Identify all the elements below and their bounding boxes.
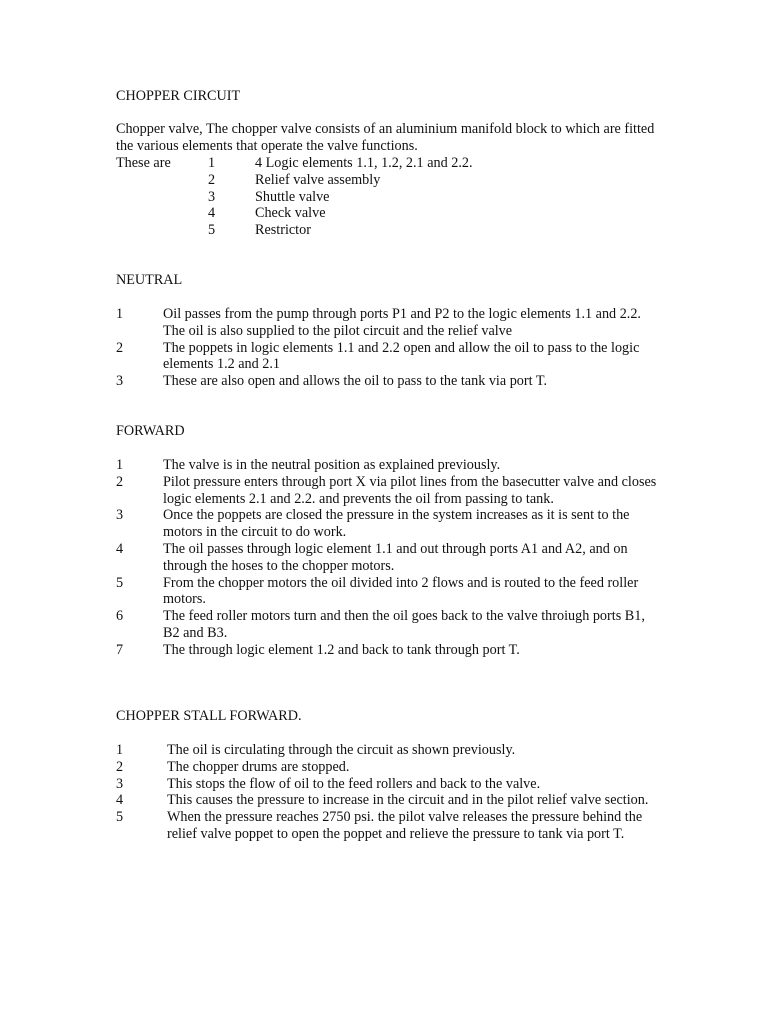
neutral-list bbox=[116, 306, 661, 390]
section-heading-neutral: NEUTRAL bbox=[116, 272, 183, 288]
intro-list-item bbox=[116, 222, 656, 239]
item-number: 2 bbox=[208, 171, 216, 188]
list-item bbox=[116, 742, 661, 759]
item-number: 2 bbox=[116, 339, 124, 356]
list-item bbox=[116, 759, 661, 776]
item-text: From the chopper motors the oil divided into 2 flows and is routed to the feed roller motors. bbox=[163, 574, 639, 608]
item-number: 1 bbox=[116, 306, 124, 322]
item-text: When the pressure reaches 2750 psi. the pilot valve releases the pressure behind the relief valve poppet to open the poppet and relieve the pressure to tank via port T. bbox=[167, 809, 643, 842]
item-text: Restrictor bbox=[255, 222, 311, 239]
item-number: 2 bbox=[116, 758, 124, 775]
intro-list bbox=[116, 155, 656, 239]
item-number: 3 bbox=[208, 188, 216, 205]
item-number: 1 bbox=[116, 742, 124, 758]
section-heading-chopper-stall-forward: CHOPPER STALL FORWARD. bbox=[116, 708, 302, 724]
item-text: The through logic element 1.2 and back to tank through port T. bbox=[163, 641, 520, 658]
item-number: 4 bbox=[208, 205, 216, 222]
item-text: Oil passes from the pump through ports P1 and P2 to the logic elements 1.1 and 2.2. The oil is also supplied to the pilot circuit and the relief valve bbox=[163, 306, 641, 339]
item-text: Relief valve assembly bbox=[255, 171, 381, 188]
item-text: This stops the flow of oil to the feed rollers and back to the valve. bbox=[167, 775, 541, 792]
item-number: 4 bbox=[116, 540, 124, 557]
item-text: Shuttle valve bbox=[255, 188, 330, 205]
item-number: 5 bbox=[116, 809, 124, 826]
chopper-stall-list bbox=[116, 742, 661, 843]
item-text: 4 Logic elements 1.1, 1.2, 2.1 and 2.2. bbox=[255, 155, 473, 171]
forward-list bbox=[116, 457, 661, 659]
item-text: The oil passes through logic element 1.1 and out through ports A1 and A2, and on through the hoses to the chopper motors. bbox=[163, 540, 628, 574]
intro-paragraph: Chopper valve, The chopper valve consists of an aluminium manifold block to which are fitted the various elements that operate the valve functions. bbox=[116, 121, 655, 154]
list-item bbox=[116, 792, 661, 809]
item-text: The valve is in the neutral position as explained previously. bbox=[163, 457, 501, 473]
item-text: Check valve bbox=[255, 205, 326, 222]
list-item bbox=[116, 474, 661, 508]
intro-list-item bbox=[116, 205, 656, 222]
list-item bbox=[116, 373, 661, 390]
list-item bbox=[116, 507, 661, 541]
intro-lead: These are bbox=[116, 155, 171, 171]
item-text: Once the poppets are closed the pressure in the system increases as it is sent to the motors in the circuit to do work. bbox=[163, 507, 630, 541]
item-text: This causes the pressure to increase in the circuit and in the pilot relief valve section. bbox=[167, 792, 649, 809]
item-number: 4 bbox=[116, 792, 124, 809]
intro-list-item bbox=[116, 189, 656, 206]
item-number: 1 bbox=[208, 155, 216, 171]
item-number: 7 bbox=[116, 641, 124, 658]
item-number: 3 bbox=[116, 373, 124, 390]
list-item bbox=[116, 608, 661, 642]
list-item bbox=[116, 541, 661, 575]
item-number: 2 bbox=[116, 473, 124, 490]
section-heading-forward: FORWARD bbox=[116, 423, 185, 439]
item-number: 5 bbox=[208, 222, 216, 239]
item-text: The feed roller motors turn and then the oil goes back to the valve throiugh ports B1, B2 and B3. bbox=[163, 608, 645, 641]
intro-list-item bbox=[116, 172, 656, 189]
item-number: 6 bbox=[116, 608, 124, 625]
list-item bbox=[116, 642, 661, 659]
list-item bbox=[116, 457, 661, 474]
list-item bbox=[116, 575, 661, 609]
list-item bbox=[116, 340, 661, 374]
item-number: 1 bbox=[116, 457, 124, 473]
item-text: The oil is circulating through the circuit as shown previously. bbox=[167, 742, 516, 758]
list-item bbox=[116, 776, 661, 793]
list-item bbox=[116, 809, 661, 843]
item-text: These are also open and allows the oil to pass to the tank via port T. bbox=[163, 373, 548, 390]
item-number: 5 bbox=[116, 574, 124, 591]
item-text: Pilot pressure enters through port X via pilot lines from the basecutter valve and closes logic elements 2.1 and 2.2. and prevents the oil from passing to tank. bbox=[163, 473, 657, 507]
item-text: The chopper drums are stopped. bbox=[167, 758, 350, 775]
intro-list-item bbox=[116, 155, 656, 172]
list-item bbox=[116, 306, 661, 340]
item-text: The poppets in logic elements 1.1 and 2.2 open and allow the oil to pass to the logic elements 1.2 and 2.1 bbox=[163, 339, 640, 373]
page-title: CHOPPER CIRCUIT bbox=[116, 88, 241, 104]
item-number: 3 bbox=[116, 507, 124, 524]
item-number: 3 bbox=[116, 775, 124, 792]
